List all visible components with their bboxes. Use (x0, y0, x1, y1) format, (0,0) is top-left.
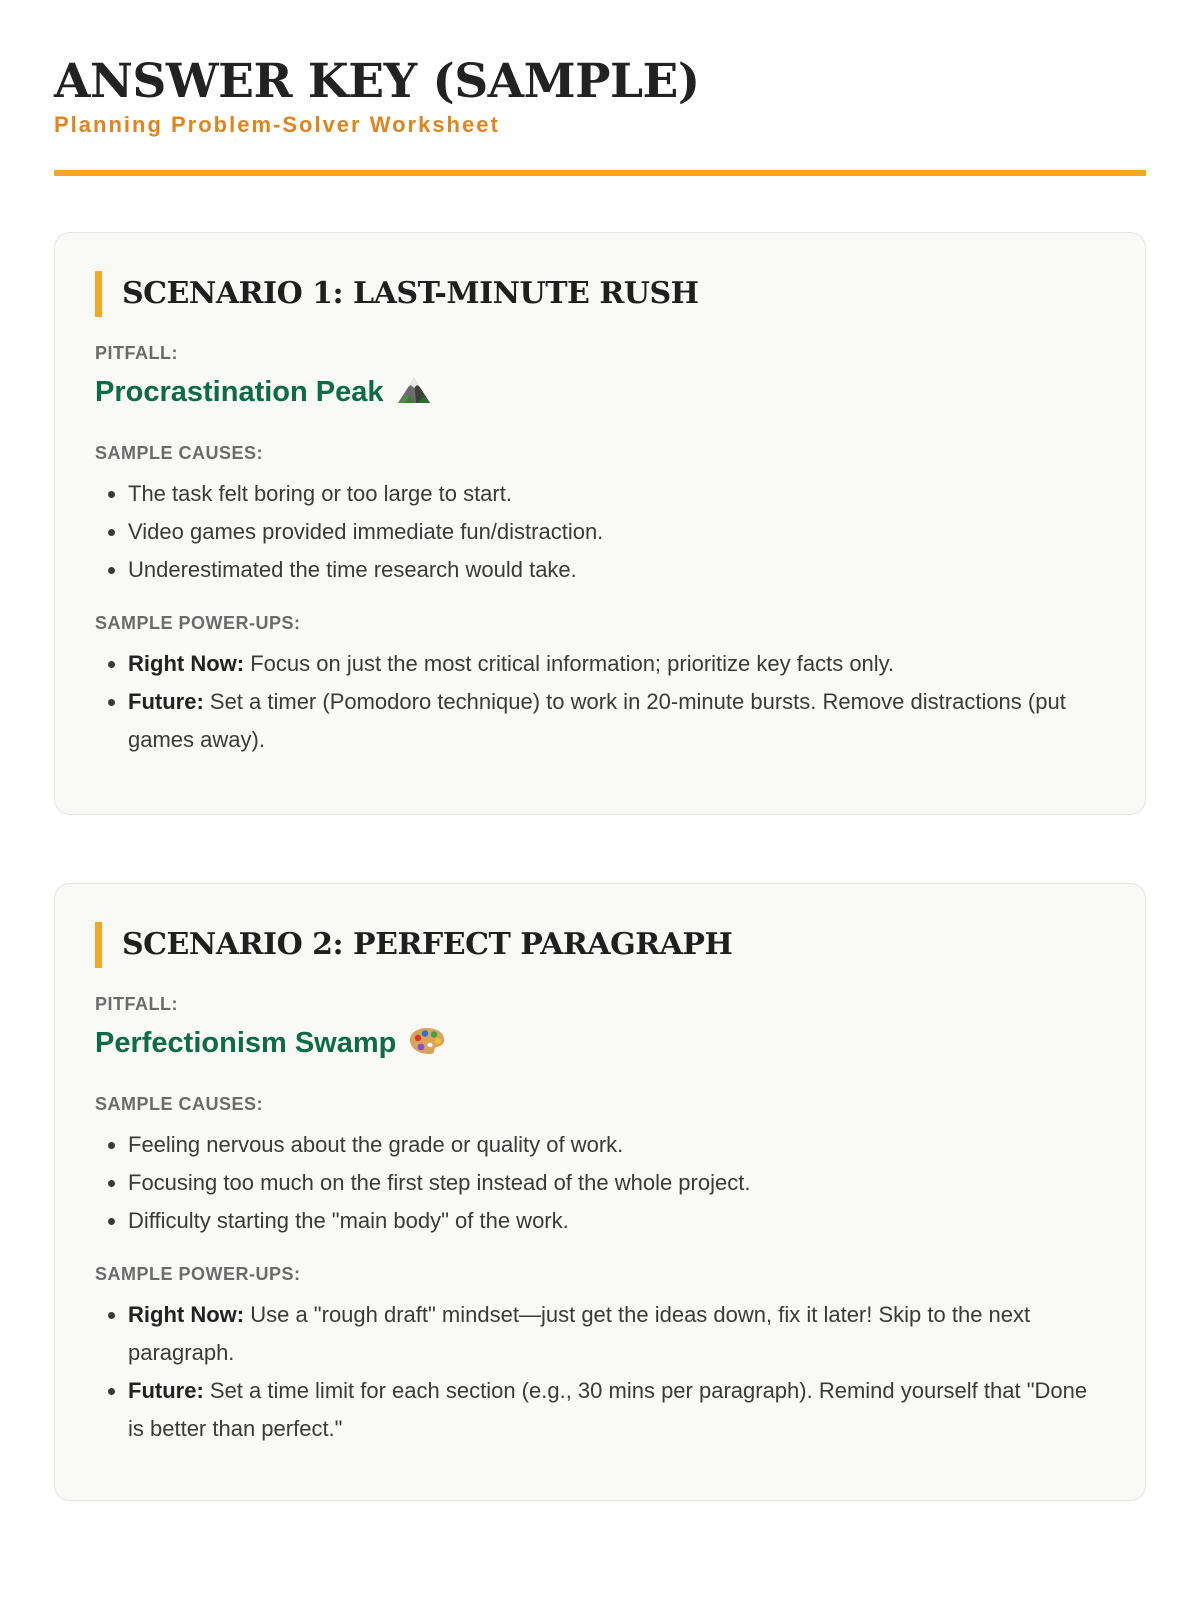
powerups-list (95, 645, 1105, 759)
powerup-text: Set a timer (Pomodoro technique) to work in 20-minute bursts. Remove distractions (put games away). (128, 689, 1066, 752)
cause-item: • Video games provided immediate fun/distraction. (128, 513, 1105, 551)
powerup-item (128, 1296, 1105, 1372)
causes-list (95, 1126, 1105, 1240)
cause-item: • Feeling nervous about the grade or quality of work. (128, 1126, 1105, 1164)
scenario-card-2 (54, 883, 1146, 1501)
powerup-text: Focus on just the most critical information; prioritize key facts only. (250, 651, 895, 676)
causes-label: SAMPLE CAUSES: (95, 443, 264, 463)
powerup-lead: Right Now: (128, 1302, 245, 1327)
powerup-text: Set a time limit for each section (e.g., 30 mins per paragraph). Remind yourself that "Done is better than perfect." (128, 1378, 1088, 1441)
powerups-list (95, 1296, 1105, 1448)
cause-item: • Underestimated the time research would take. (128, 551, 1105, 589)
artist-palette-icon (408, 1026, 446, 1066)
powerup-lead: Future: (128, 689, 204, 714)
cause-item: • Focusing too much on the first step instead of the whole project. (128, 1164, 1105, 1202)
powerup-lead: Right Now: (128, 651, 245, 676)
scenario-card-1 (54, 232, 1146, 815)
powerup-item (128, 1372, 1105, 1448)
page-title: ANSWER KEY (SAMPLE) (54, 54, 700, 109)
pitfall-name: Perfectionism Swamp (95, 1027, 397, 1059)
powerup-text: Use a "rough draft" mindset—just get the ideas down, fix it later! Skip to the next paragraph. (128, 1302, 1031, 1365)
scenario-title: SCENARIO 1: LAST-MINUTE RUSH (95, 271, 1105, 317)
pitfall-heading (95, 373, 1105, 415)
cause-item: • The task felt boring or too large to start. (128, 475, 1105, 513)
pitfall-label: PITFALL: (95, 994, 178, 1014)
powerup-item (128, 645, 1105, 683)
pitfall-label: PITFALL: (95, 343, 178, 363)
causes-list (95, 475, 1105, 589)
powerup-lead: Future: (128, 1378, 204, 1403)
powerup-item (128, 683, 1105, 759)
causes-label: SAMPLE CAUSES: (95, 1094, 264, 1114)
powerups-label: SAMPLE POWER-UPS: (95, 1264, 301, 1284)
scenario-title: SCENARIO 2: PERFECT PARAGRAPH (95, 922, 1105, 968)
powerups-label: SAMPLE POWER-UPS: (95, 613, 301, 633)
pitfall-heading (95, 1024, 1105, 1066)
page-subtitle: Planning Problem-Solver Worksheet (54, 112, 500, 137)
mountain-icon (396, 375, 432, 415)
page-header (54, 54, 1146, 176)
header-divider (54, 170, 1146, 176)
cause-item: • Difficulty starting the "main body" of the work. (128, 1202, 1105, 1240)
pitfall-name: Procrastination Peak (95, 376, 384, 408)
